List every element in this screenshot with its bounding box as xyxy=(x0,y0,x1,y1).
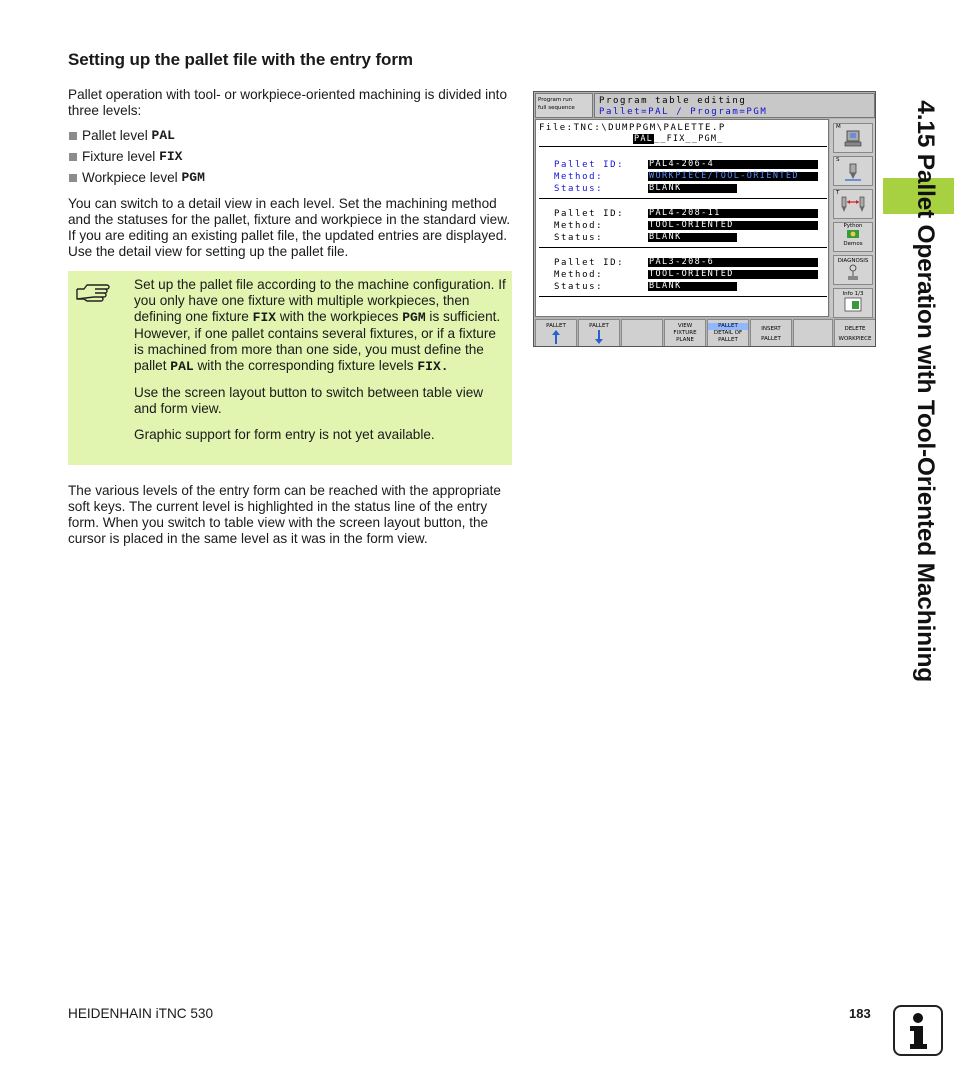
pallet-down-softkey[interactable]: PALLET xyxy=(578,319,620,347)
tnc-screenshot xyxy=(533,91,876,347)
view-fixture-plane-softkey[interactable]: VIEW FIXTURE PLANE xyxy=(664,319,706,347)
level-pgm: PGM xyxy=(698,134,718,144)
status-label: Status: xyxy=(554,282,604,292)
note-paragraph-3: Graphic support for form entry is not yet available. xyxy=(134,427,435,442)
machine-icon xyxy=(843,130,863,148)
intro-paragraph: Pallet operation with tool- or workpiece-oriented machining is divided into three levels: xyxy=(68,87,508,118)
info-window-icon xyxy=(843,297,863,313)
status-field[interactable]: BLANK xyxy=(648,233,737,242)
pallet-id-field[interactable]: PAL3-208-6 xyxy=(648,258,818,267)
divider xyxy=(539,198,827,199)
t-function-button[interactable]: T xyxy=(833,189,873,219)
detail-of-pallet-softkey[interactable]: PALLET DETAIL OF PALLET xyxy=(707,319,749,347)
delete-workpiece-softkey[interactable]: DELETE WORKPIECE xyxy=(834,319,876,347)
info-button[interactable]: Info 1/3 xyxy=(833,288,873,318)
info-icon xyxy=(893,1005,943,1056)
page-number: 183 xyxy=(849,1006,871,1021)
detail-paragraph: You can switch to a detail view in each level. Set the machining method and the statuses for the pallet, fixture and workpiece in the standard view. If you are editing an existing pallet file, the updated entries are displayed. Use the detail view for setting up the pallet file. xyxy=(68,196,511,259)
spindle-icon xyxy=(843,163,863,181)
status-label: Status: xyxy=(554,233,604,243)
method-label: Method: xyxy=(554,221,604,231)
pallet-id-label: Pallet ID: xyxy=(554,209,625,219)
pallet-id-label: Pallet ID: xyxy=(554,258,625,268)
arrow-up-icon xyxy=(552,330,560,344)
screen-title: Program table editing Pallet=PAL / Program=PGM xyxy=(594,93,875,118)
bullet-square-icon xyxy=(69,153,77,161)
section-heading: Setting up the pallet file with the entry form xyxy=(68,50,413,69)
vertical-softkey-bar xyxy=(830,119,876,317)
arrow-down-icon xyxy=(595,330,603,344)
status-label: Status: xyxy=(554,184,604,194)
footer-product: HEIDENHAIN iTNC 530 xyxy=(68,1006,214,1021)
diagnosis-button[interactable]: DIAGNOSIS xyxy=(833,255,873,285)
closing-paragraph: The various levels of the entry form can be reached with the appropriate soft keys. The current level is highlighted in the status line of the entry form. When you switch to table view with the screen layout button, the cursor is placed in the same level as it was in the form view. xyxy=(68,483,501,546)
m-function-button[interactable]: M xyxy=(833,123,873,153)
list-item: Workpiece level PGM xyxy=(68,170,205,191)
pallet-up-softkey[interactable]: PALLET xyxy=(535,319,577,347)
divider xyxy=(539,247,827,248)
pallet-id-field[interactable]: PAL4-206-4 xyxy=(648,160,818,169)
level-fix: FIX xyxy=(666,134,686,144)
divider xyxy=(539,146,827,147)
pallet-id-field[interactable]: PAL4-208-11 xyxy=(648,209,818,218)
note-box xyxy=(68,271,512,465)
method-field[interactable]: TOOL-ORIENTED xyxy=(648,221,818,230)
method-field[interactable]: TOOL-ORIENTED xyxy=(648,270,818,279)
list-item: Pallet level PAL xyxy=(68,128,205,149)
insert-pallet-softkey[interactable]: INSERT PALLET xyxy=(750,319,792,347)
pointing-hand-icon xyxy=(75,280,113,306)
method-label: Method: xyxy=(554,270,604,280)
list-item: Fixture level FIX xyxy=(68,149,205,170)
mode-indicator: Program run full sequence xyxy=(535,93,593,118)
tool-exchange-icon xyxy=(839,196,867,214)
chapter-side-title: 4.15 Pallet Operation with Tool-Oriented Machining xyxy=(912,100,939,682)
bullet-square-icon xyxy=(69,174,77,182)
python-demos-button[interactable]: Python Demos xyxy=(833,222,873,252)
bullet-square-icon xyxy=(69,132,77,140)
status-field[interactable]: BLANK xyxy=(648,282,737,291)
pallet-id-label: Pallet ID: xyxy=(554,160,625,170)
level-pal-active: PAL xyxy=(634,134,653,144)
softkey-row xyxy=(535,319,876,347)
method-field[interactable]: WORKPIECE/TOOL-ORIENTED xyxy=(648,172,818,181)
method-label: Method: xyxy=(554,172,604,182)
status-field[interactable]: BLANK xyxy=(648,184,737,193)
empty-softkey[interactable] xyxy=(793,319,833,347)
note-paragraph-1: Set up the pallet file according to the machine configuration. If you only have one fixture with multiple workpieces, then defining one fixture FIX with the workpieces PGM is sufficient. However, if one pallet contains several fixtures, or if a fixture is machined from more than one side, you must define the pallet PAL with the corresponding fixture levels FIX. xyxy=(134,277,506,374)
python-icon xyxy=(846,229,860,239)
entry-form xyxy=(535,119,829,317)
levels-list xyxy=(68,128,205,191)
divider xyxy=(539,296,827,297)
level-status-line: PAL__FIX__PGM_ xyxy=(634,134,724,144)
file-path: File:TNC:\DUMPPGM\PALETTE.P xyxy=(539,123,726,133)
diagnosis-icon xyxy=(843,264,863,282)
note-paragraph-2: Use the screen layout button to switch between table view and form view. xyxy=(134,385,484,416)
s-function-button[interactable]: S xyxy=(833,156,873,186)
empty-softkey[interactable] xyxy=(621,319,663,347)
